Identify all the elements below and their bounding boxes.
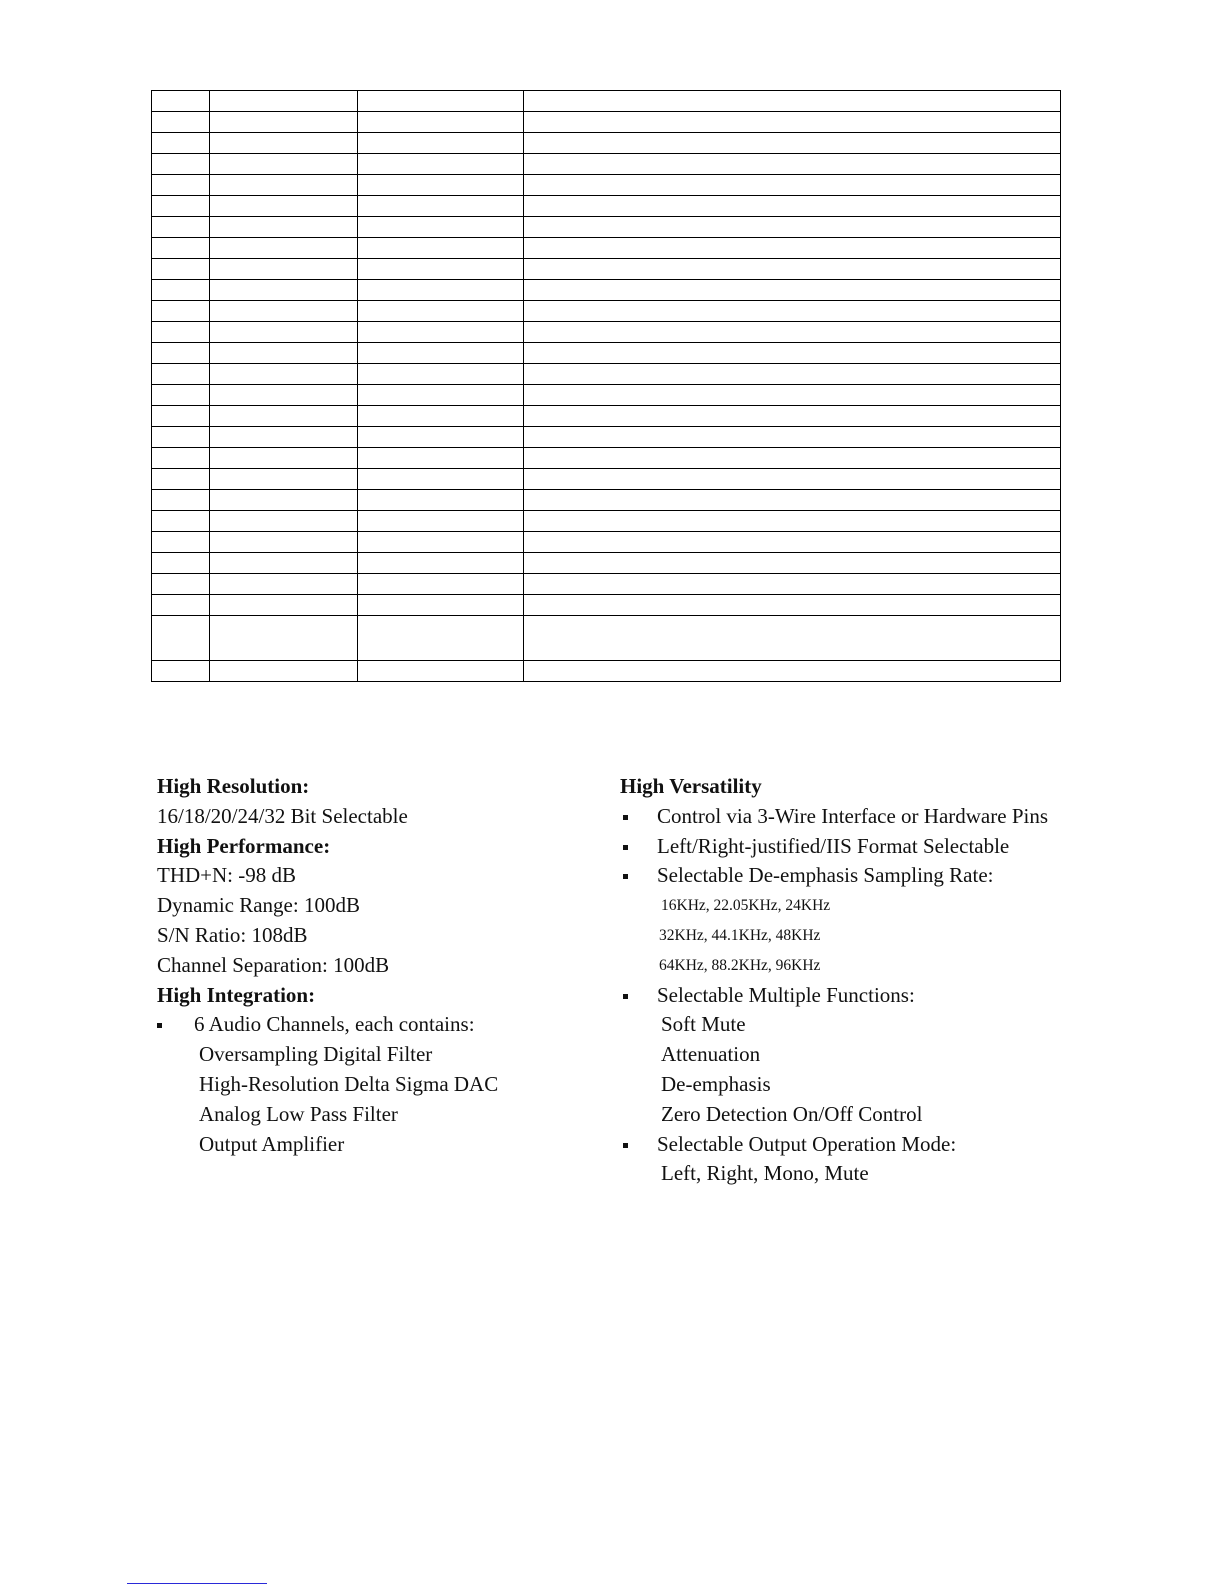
table-cell xyxy=(358,661,524,682)
table-cell xyxy=(210,322,358,343)
output-bullet xyxy=(620,1130,1210,1160)
integration-item: Analog Low Pass Filter xyxy=(199,1101,398,1126)
table-cell xyxy=(524,448,1061,469)
table-cell xyxy=(210,448,358,469)
table-cell xyxy=(210,301,358,322)
rate-line: 16KHz, 22.05KHz, 24KHz xyxy=(661,897,831,915)
table-cell xyxy=(152,595,210,616)
resolution-text: 16/18/20/24/32 Bit Selectable xyxy=(157,803,408,828)
table-cell xyxy=(358,112,524,133)
output-modes: Left, Right, Mono, Mute xyxy=(661,1161,869,1186)
table-cell xyxy=(524,238,1061,259)
table-cell xyxy=(524,364,1061,385)
table-cell xyxy=(358,616,524,661)
table-cell xyxy=(152,112,210,133)
function-item: Zero Detection On/Off Control xyxy=(661,1101,923,1126)
bullet-icon xyxy=(623,1143,628,1148)
table-cell xyxy=(152,448,210,469)
table-cell xyxy=(152,343,210,364)
table-cell xyxy=(524,553,1061,574)
table-cell xyxy=(152,301,210,322)
table-cell xyxy=(210,154,358,175)
pin-table-body xyxy=(152,91,1061,682)
function-item: Attenuation xyxy=(661,1042,761,1067)
table-cell xyxy=(524,427,1061,448)
table-cell xyxy=(152,574,210,595)
function-item: Soft Mute xyxy=(661,1012,746,1037)
table-cell xyxy=(524,406,1061,427)
table-cell xyxy=(152,259,210,280)
table-cell xyxy=(210,511,358,532)
table-cell xyxy=(210,661,358,682)
integration-item: High-Resolution Delta Sigma DAC xyxy=(199,1071,499,1096)
table-cell xyxy=(358,154,524,175)
table-cell xyxy=(210,196,358,217)
table-cell xyxy=(152,175,210,196)
table-cell xyxy=(152,661,210,682)
table-cell xyxy=(358,301,524,322)
table-cell xyxy=(210,427,358,448)
table-row xyxy=(152,91,1061,112)
table-cell xyxy=(358,511,524,532)
table-cell xyxy=(358,280,524,301)
table-cell xyxy=(152,217,210,238)
deemphasis-bullet xyxy=(620,861,1210,891)
table-cell xyxy=(358,217,524,238)
table-cell xyxy=(358,196,524,217)
footer-link-underline[interactable] xyxy=(127,1583,267,1584)
table-cell xyxy=(358,406,524,427)
table-cell xyxy=(152,406,210,427)
pin-table xyxy=(151,90,1061,682)
table-cell xyxy=(358,175,524,196)
table-cell xyxy=(210,364,358,385)
table-cell xyxy=(524,616,1061,661)
table-row xyxy=(152,661,1061,682)
table-cell xyxy=(358,322,524,343)
table-cell xyxy=(358,133,524,154)
table-row xyxy=(152,448,1061,469)
bullet-icon xyxy=(623,874,628,879)
bullet-icon xyxy=(623,845,628,850)
control-bullet-text: Control via 3-Wire Interface or Hardware Pins xyxy=(657,803,1049,828)
performance-heading: High Performance: xyxy=(157,833,331,858)
table-cell xyxy=(524,259,1061,280)
table-row xyxy=(152,301,1061,322)
table-cell xyxy=(152,532,210,553)
table-cell xyxy=(210,469,358,490)
table-cell xyxy=(358,343,524,364)
table-row xyxy=(152,343,1061,364)
integration-item: Oversampling Digital Filter xyxy=(199,1042,433,1067)
table-cell xyxy=(358,595,524,616)
table-row xyxy=(152,490,1061,511)
table-cell xyxy=(210,385,358,406)
table-cell xyxy=(152,280,210,301)
table-cell xyxy=(358,259,524,280)
table-cell xyxy=(524,661,1061,682)
table-row xyxy=(152,532,1061,553)
versatility-heading: High Versatility xyxy=(620,774,762,798)
table-cell xyxy=(358,448,524,469)
table-cell xyxy=(152,154,210,175)
table-cell xyxy=(524,217,1061,238)
table-row xyxy=(152,259,1061,280)
table-cell xyxy=(152,427,210,448)
table-cell xyxy=(358,553,524,574)
table-cell xyxy=(210,280,358,301)
table-row xyxy=(152,238,1061,259)
table-cell xyxy=(524,385,1061,406)
bullet-icon xyxy=(623,994,628,999)
features-right-column xyxy=(620,772,1210,1189)
table-cell xyxy=(210,91,358,112)
table-cell xyxy=(152,511,210,532)
table-cell xyxy=(152,385,210,406)
table-cell xyxy=(210,112,358,133)
table-row xyxy=(152,595,1061,616)
integration-item: Output Amplifier xyxy=(199,1131,345,1156)
table-cell xyxy=(524,301,1061,322)
table-cell xyxy=(210,490,358,511)
table-cell xyxy=(358,427,524,448)
integration-bullet-text: 6 Audio Channels, each contains: xyxy=(194,1012,475,1037)
table-cell xyxy=(152,322,210,343)
table-cell xyxy=(358,532,524,553)
table-cell xyxy=(524,469,1061,490)
format-bullet-text: Left/Right-justified/IIS Format Selectable xyxy=(657,833,1010,858)
table-cell xyxy=(210,406,358,427)
table-cell xyxy=(524,196,1061,217)
table-cell xyxy=(210,175,358,196)
table-cell xyxy=(152,553,210,574)
performance-item: THD+N: -98 dB xyxy=(157,863,297,888)
table-cell xyxy=(524,532,1061,553)
table-row xyxy=(152,574,1061,595)
table-cell xyxy=(152,238,210,259)
bullet-icon xyxy=(623,815,628,820)
table-row xyxy=(152,469,1061,490)
table-row xyxy=(152,553,1061,574)
table-cell xyxy=(524,280,1061,301)
table-row xyxy=(152,364,1061,385)
table-cell xyxy=(524,322,1061,343)
control-bullet xyxy=(620,802,1210,832)
functions-bullet xyxy=(620,981,1210,1011)
table-cell xyxy=(358,469,524,490)
format-bullet xyxy=(620,832,1210,862)
table-cell xyxy=(358,238,524,259)
table-cell xyxy=(210,217,358,238)
table-cell xyxy=(152,196,210,217)
table-row xyxy=(152,406,1061,427)
table-row xyxy=(152,133,1061,154)
table-cell xyxy=(524,154,1061,175)
table-cell xyxy=(358,91,524,112)
table-cell xyxy=(210,553,358,574)
integration-bullet xyxy=(157,1010,597,1040)
table-row xyxy=(152,616,1061,661)
table-row xyxy=(152,322,1061,343)
table-row xyxy=(152,196,1061,217)
table-row xyxy=(152,280,1061,301)
output-bullet-text: Selectable Output Operation Mode: xyxy=(657,1131,957,1156)
table-cell xyxy=(152,469,210,490)
table-cell xyxy=(524,112,1061,133)
function-item: De-emphasis xyxy=(661,1071,771,1096)
table-cell xyxy=(210,133,358,154)
table-cell xyxy=(358,490,524,511)
table-cell xyxy=(524,175,1061,196)
table-row xyxy=(152,385,1061,406)
table-cell xyxy=(210,259,358,280)
table-cell xyxy=(358,385,524,406)
table-cell xyxy=(210,616,358,661)
table-cell xyxy=(210,574,358,595)
table-cell xyxy=(524,511,1061,532)
table-row xyxy=(152,217,1061,238)
table-cell xyxy=(524,91,1061,112)
table-cell xyxy=(152,133,210,154)
table-row xyxy=(152,154,1061,175)
table-cell xyxy=(210,595,358,616)
table-row xyxy=(152,112,1061,133)
performance-item: S/N Ratio: 108dB xyxy=(157,922,308,947)
deemphasis-bullet-text: Selectable De-emphasis Sampling Rate: xyxy=(657,863,994,888)
table-cell xyxy=(358,574,524,595)
table-cell xyxy=(524,595,1061,616)
table-row xyxy=(152,175,1061,196)
performance-item: Dynamic Range: 100dB xyxy=(157,893,360,918)
table-cell xyxy=(358,364,524,385)
features-left-column xyxy=(157,772,597,1159)
table-cell xyxy=(152,364,210,385)
table-cell xyxy=(524,343,1061,364)
table-cell xyxy=(524,574,1061,595)
table-cell xyxy=(210,238,358,259)
table-cell xyxy=(152,91,210,112)
table-row xyxy=(152,511,1061,532)
functions-bullet-text: Selectable Multiple Functions: xyxy=(657,982,915,1007)
table-cell xyxy=(524,490,1061,511)
table-cell xyxy=(524,133,1061,154)
bullet-icon xyxy=(157,1023,162,1028)
rate-line: 32KHz, 44.1KHz, 48KHz xyxy=(659,926,821,944)
table-cell xyxy=(210,343,358,364)
table-cell xyxy=(152,490,210,511)
integration-heading: High Integration: xyxy=(157,982,316,1007)
table-row xyxy=(152,427,1061,448)
performance-item: Channel Separation: 100dB xyxy=(157,952,390,977)
table-cell xyxy=(210,532,358,553)
table-cell xyxy=(152,616,210,661)
rate-line: 64KHz, 88.2KHz, 96KHz xyxy=(659,956,821,974)
resolution-heading: High Resolution: xyxy=(157,774,310,798)
